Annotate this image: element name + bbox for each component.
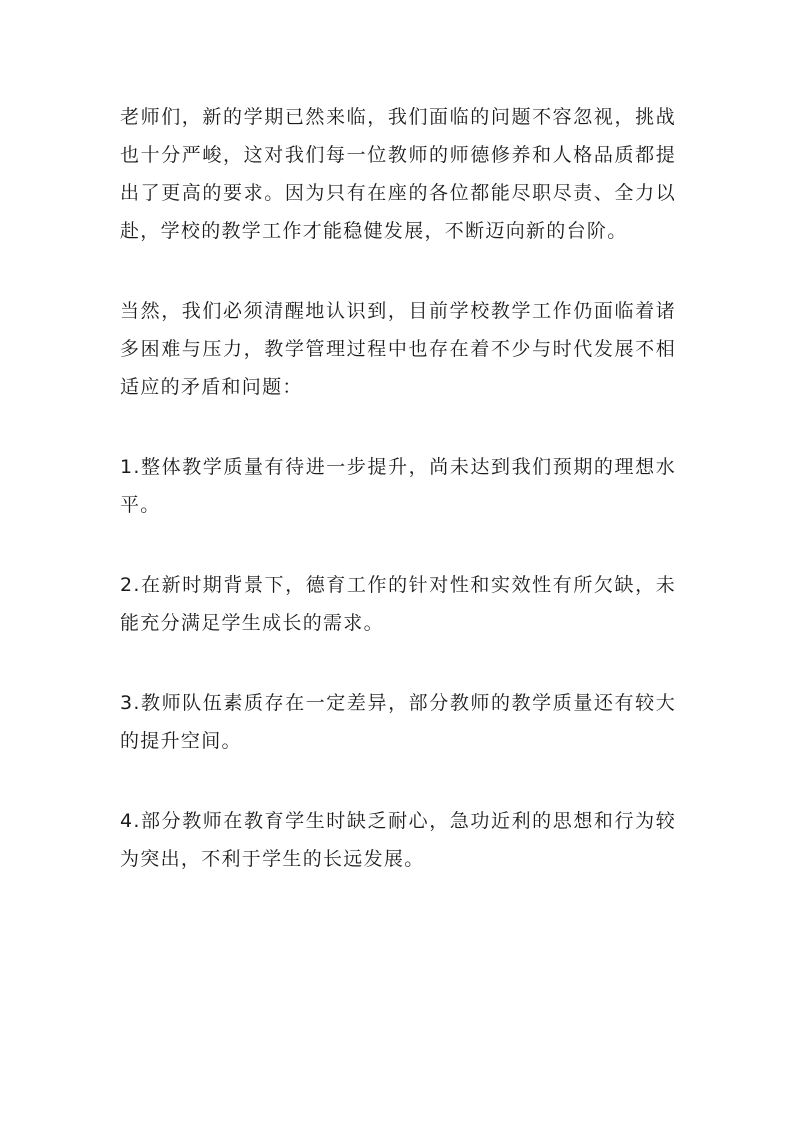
paragraph-intro: 老师们，新的学期已然来临，我们面临的问题不容忽视，挑战也十分严峻，这对我们每一位教师的师德修养和人格品质都提出了更高的要求。因为只有在座的各位都能尽职尽责、全力以赴，学校的教学工作才能稳健发展，不断迈向新的台阶。: [120, 106, 676, 242]
list-item-3: 3.教师队伍素质存在一定差异，部分教师的教学质量还有较大的提升空间。: [120, 692, 676, 752]
list-item-2: 2.在新时期背景下，德育工作的针对性和实效性有所欠缺，未能充分满足学生成长的需求。: [120, 574, 676, 634]
document-body: [120, 98, 676, 878]
list-item-4: 4.部分教师在教育学生时缺乏耐心，急功近利的思想和行为较为突出，不利于学生的长远发展。: [120, 810, 676, 870]
paragraph-problems-intro: 当然，我们必须清醒地认识到，目前学校教学工作仍面临着诸多困难与压力，教学管理过程中也存在着不少与时代发展不相适应的矛盾和问题：: [120, 300, 676, 398]
list-item-1: 1.整体教学质量有待进一步提升，尚未达到我们预期的理想水平。: [120, 456, 676, 516]
